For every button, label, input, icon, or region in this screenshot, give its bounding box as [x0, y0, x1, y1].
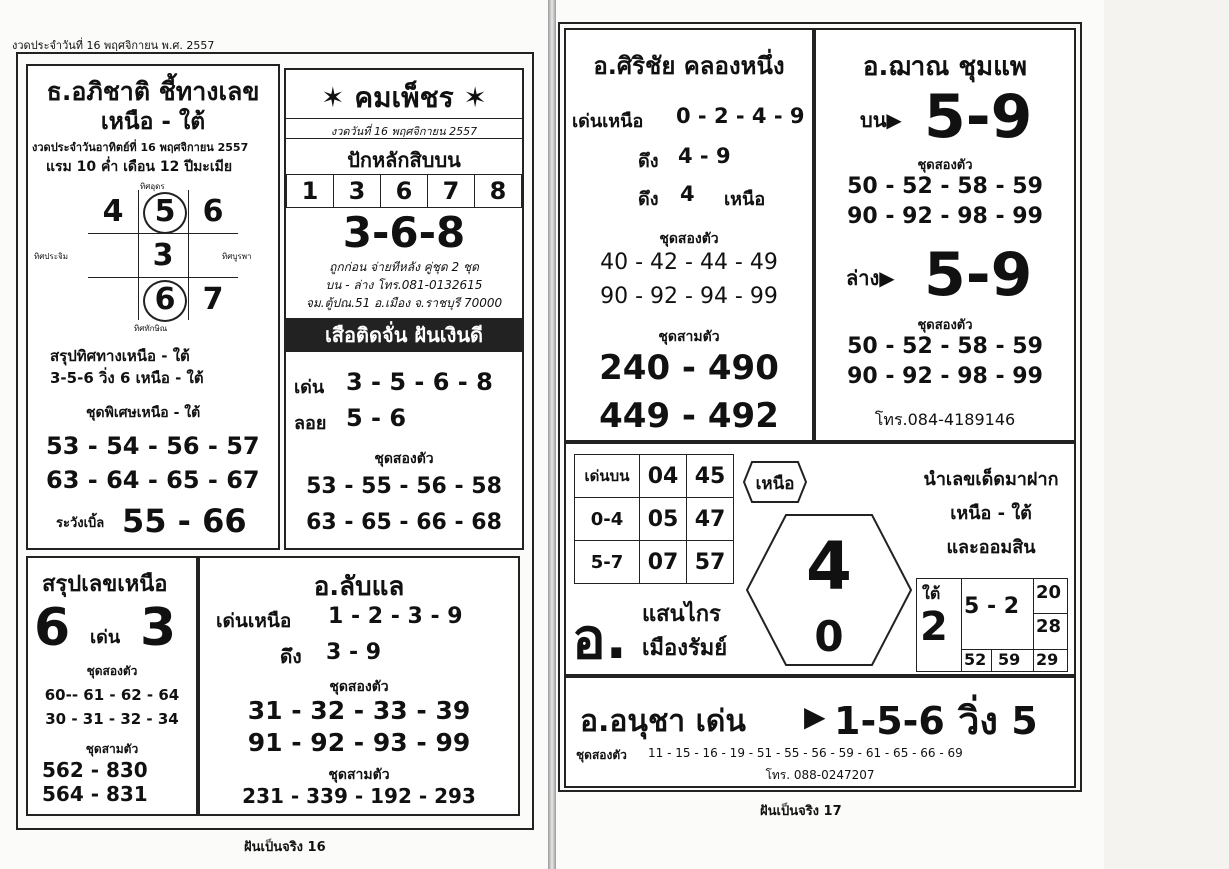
anucha-title-value: 1-5-6 วิ่ง 5 — [834, 699, 1038, 743]
apichat-subtitle: เหนือ - ใต้ — [100, 109, 206, 135]
chumphae-bottom-row-2: 90 - 92 - 98 - 99 — [847, 364, 1043, 389]
special-row-1: 53 - 54 - 56 - 57 — [46, 432, 260, 460]
lablae-lead-label: เด่นเหนือ — [216, 610, 292, 632]
sirichai-two-row-2: 90 - 92 - 94 - 99 — [600, 284, 778, 309]
saenkrai-initial: อ. — [572, 607, 627, 672]
two-digit-row-1: 53 - 55 - 56 - 58 — [306, 474, 502, 499]
kompet-main: 3-6-8 — [342, 208, 466, 257]
dir-north: ทิศอุดร — [140, 182, 165, 191]
north-two-row-1: 60-- 61 - 62 - 64 — [44, 686, 180, 704]
north-summary-box — [26, 556, 198, 816]
dir-east: ทิศบูรพา — [222, 252, 252, 261]
lablae-three-row: 231 - 339 - 192 - 293 — [242, 784, 476, 808]
lablae-box — [198, 556, 520, 816]
promo-line-3: และออมสิน — [946, 537, 1036, 558]
south-label: ใต้ — [922, 584, 941, 603]
float-label: ลอย — [294, 413, 327, 434]
float-value: 5 - 6 — [346, 404, 407, 432]
left-page — [0, 0, 548, 869]
table-cell: 47 — [686, 497, 734, 541]
north-big-b: 3 — [140, 598, 177, 658]
grid-cell-8: 6 — [143, 280, 187, 322]
kompet-title: คมเพ็ชร — [354, 81, 454, 114]
south-big: 2 — [920, 604, 948, 650]
bottom-label-text: ล่าง — [846, 266, 880, 290]
grid-cell-5: 3 — [152, 238, 174, 273]
south-n2: 28 — [1036, 616, 1062, 637]
kompet-title-wrap — [286, 76, 522, 120]
grid-cell-9: 7 — [202, 282, 224, 317]
hex-top-number: 4 — [806, 528, 852, 605]
south-n1: 20 — [1036, 582, 1062, 603]
top-label-text: บน — [860, 108, 887, 132]
tens-label: ปักหลักสิบบน — [347, 148, 461, 172]
chumphae-phone: โทร.084-4189146 — [874, 410, 1016, 429]
hex-bottom-number: 0 — [814, 612, 844, 661]
anucha-phone: โทร. 088-0247207 — [765, 768, 875, 782]
two-digit-row-2: 63 - 65 - 66 - 68 — [306, 510, 502, 535]
saenkrai-name-2: เมืองรัมย์ — [642, 636, 728, 661]
apichat-box — [26, 64, 280, 550]
lablae-pull-value: 3 - 9 — [326, 640, 382, 665]
south-bottom-3: 29 — [1036, 650, 1059, 669]
promo-line-2: เหนือ - ใต้ — [950, 503, 1032, 524]
lead-table — [574, 454, 736, 586]
digit-cell: 7 — [427, 174, 475, 208]
sirichai-three-row-1: 240 - 490 — [599, 348, 779, 388]
south-bottom-1: 52 — [964, 650, 987, 669]
table-cell: 04 — [639, 454, 687, 498]
sirichai-pull2-label: ดึง — [638, 189, 659, 210]
promo-line-1: นำเลขเด็ดมาฝาก — [923, 469, 1059, 490]
double-value: 55 - 66 — [122, 502, 247, 540]
grid-cell-1: 4 — [102, 194, 124, 229]
kompet-note-2: บน - ล่าง โทร.081-0132615 — [325, 278, 483, 292]
chumphae-top-label — [860, 104, 902, 136]
anucha-two-values: 11 - 15 - 16 - 19 - 51 - 55 - 56 - 59 - 61 - 65 - 66 - 69 — [648, 746, 963, 760]
lablae-three-label: ชุดสามตัว — [328, 767, 390, 783]
sirichai-title: อ.ศิริชัย คลองหนึ่ง — [593, 52, 785, 80]
lablae-title: อ.ลับแล — [313, 572, 405, 602]
chumphae-top-value: 5-9 — [924, 82, 1033, 152]
arrow-right-icon: ▶ — [879, 266, 895, 290]
star-icon: ✶ — [463, 81, 487, 114]
table-cell: 05 — [639, 497, 687, 541]
chumphae-top-row-2: 90 - 92 - 98 - 99 — [847, 204, 1043, 229]
left-footer: ฝันเป็นจริง 16 — [244, 840, 326, 855]
table-cell: 5-7 — [574, 540, 640, 584]
sirichai-lead-value: 0 - 2 - 4 - 9 — [676, 104, 805, 128]
lablae-lead-value: 1 - 2 - 3 - 9 — [328, 604, 463, 629]
north-lead-word: เด่น — [90, 627, 121, 648]
dir-west: ทิศประจิม — [34, 252, 68, 261]
anucha-box — [564, 676, 1076, 788]
apichat-date: งวดประจำวันอาทิตย์ที่ 16 พฤศจิกายน 2557 — [32, 141, 249, 154]
sirichai-lead-label: เด่นเหนือ — [572, 111, 644, 132]
sirichai-two-row-1: 40 - 42 - 44 - 49 — [600, 250, 778, 275]
lablae-two-row-1: 31 - 32 - 33 - 39 — [247, 696, 471, 725]
north-two-row-2: 30 - 31 - 32 - 34 — [45, 710, 179, 728]
kompet-date: งวดวันที่ 16 พฤศจิกายน 2557 — [330, 125, 478, 138]
summary-line-1: สรุปทิศทางเหนือ - ใต้ — [50, 347, 190, 365]
chumphae-bottom-row-1: 50 - 52 - 58 - 59 — [847, 334, 1043, 359]
saenkrai-box — [564, 442, 1076, 676]
chumphae-box — [814, 28, 1076, 442]
tiger-banner: เสือติดจั่น ฝันเงินดี — [286, 318, 522, 352]
book-spine — [548, 0, 556, 869]
table-cell: 0-4 — [574, 497, 640, 541]
lablae-pull-label: ดึง — [280, 646, 302, 668]
star-icon: ✶ — [321, 81, 345, 114]
sirichai-pull1-label: ดึง — [638, 151, 659, 172]
saenkrai-name-1: แสนไกร — [642, 602, 721, 627]
dir-south: ทิศทักษิณ — [134, 324, 168, 333]
kompet-note-3: จม.ตู้ปณ.51 อ.เมือง จ.ราชบุรี 70000 — [305, 296, 503, 310]
digit-cell: 6 — [380, 174, 428, 208]
north-badge: เหนือ — [755, 474, 795, 494]
two-digit-label: ชุดสองตัว — [374, 451, 434, 467]
sirichai-pull2-tail: เหนือ — [724, 189, 766, 210]
special-label: ชุดพิเศษเหนือ - ใต้ — [86, 405, 201, 421]
chumphae-bottom-value: 5-9 — [924, 240, 1033, 310]
sirichai-three-label: ชุดสามตัว — [658, 329, 720, 345]
lead-label: เด่น — [294, 377, 325, 398]
north-three-row-2: 564 - 831 — [42, 782, 148, 806]
apichat-lunar: แรม 10 ค่ำ เดือน 12 ปีมะเมีย — [46, 159, 233, 175]
table-cell: 45 — [686, 454, 734, 498]
page-edge — [1104, 0, 1229, 869]
digit-row — [286, 174, 522, 208]
anucha-title-name: อ.อนุชา เด่น — [580, 704, 746, 739]
left-header: งวดประจำวันที่ 16 พฤศจิกายน พ.ศ. 2557 — [12, 39, 215, 52]
arrow-right-icon: ▶ — [804, 700, 826, 733]
special-row-2: 63 - 64 - 65 - 67 — [46, 466, 260, 494]
right-footer: ฝันเป็นจริง 17 — [760, 804, 842, 819]
sirichai-box — [564, 28, 814, 442]
table-cell: เด่นบน — [574, 454, 640, 498]
table-cell: 57 — [686, 540, 734, 584]
kompet-box — [284, 68, 524, 550]
sirichai-pull2-value: 4 — [680, 182, 695, 206]
direction-grid — [88, 190, 238, 320]
kompet-note-1: ถูกก่อน จ่ายทีหลัง คู่ชุด 2 ชุด — [329, 260, 479, 274]
chumphae-top-row-1: 50 - 52 - 58 - 59 — [847, 174, 1043, 199]
chumphae-bottom-label — [846, 262, 895, 294]
apichat-title: ธ.อภิชาติ ชี้ทางเลข — [46, 77, 260, 106]
north-big-a: 6 — [34, 598, 71, 658]
summary-line-2: 3-5-6 วิ่ง 6 เหนือ - ใต้ — [50, 369, 204, 387]
sirichai-three-row-2: 449 - 492 — [599, 396, 779, 436]
right-page — [556, 0, 1104, 869]
lead-value: 3 - 5 - 6 - 8 — [346, 368, 493, 396]
sirichai-pull1-value: 4 - 9 — [678, 144, 731, 168]
north-summary-title: สรุปเลขเหนือ — [42, 572, 168, 597]
double-label: ระวังเบิ้ล — [56, 516, 105, 531]
anucha-two-label: ชุดสองตัว — [576, 748, 627, 762]
south-bottom-2: 59 — [998, 650, 1021, 669]
lablae-two-label: ชุดสองตัว — [329, 679, 389, 695]
north-two-label: ชุดสองตัว — [86, 664, 138, 678]
lablae-two-row-2: 91 - 92 - 93 - 99 — [247, 728, 471, 757]
chumphae-title: อ.ฌาณ ชุมแพ — [862, 52, 1028, 82]
chumphae-two-label-b: ชุดสองตัว — [917, 318, 973, 333]
north-three-row-1: 562 - 830 — [42, 758, 148, 782]
digit-cell: 1 — [286, 174, 334, 208]
digit-cell: 8 — [474, 174, 522, 208]
table-cell: 07 — [639, 540, 687, 584]
grid-cell-3: 6 — [202, 194, 224, 229]
north-three-label: ชุดสามตัว — [85, 742, 139, 756]
grid-cell-2: 5 — [143, 192, 187, 234]
chumphae-two-label-a: ชุดสองตัว — [917, 158, 973, 173]
sirichai-two-label: ชุดสองตัว — [659, 231, 719, 247]
south-pair: 5 - 2 — [964, 594, 1020, 619]
arrow-right-icon: ▶ — [886, 108, 902, 132]
digit-cell: 3 — [333, 174, 381, 208]
